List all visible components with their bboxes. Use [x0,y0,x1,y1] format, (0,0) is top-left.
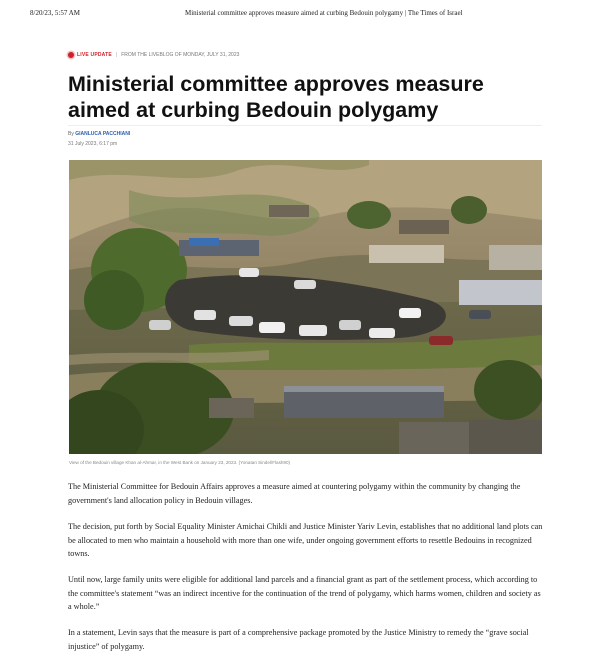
article-photo [69,160,542,454]
print-header [0,9,600,21]
article-headline: Ministerial committee approves measure aimed at curbing Bedouin polygamy [68,72,484,122]
author-link[interactable]: GIANLUCA PACCHIANI [75,131,131,137]
article-paragraph-4: In a statement, Levin says that the measure is part of a comprehensive package promoted by the Justice Ministry to remedy the “grave social injustice” of polygamy. [68,628,529,651]
kicker-separator: | [115,52,118,58]
article-paragraph-2: The decision, put forth by Social Equality Minister Amichai Chikli and Justice Minister Yariv Levin, establishes that no additional land plots can be allocated to men who maintain a household with more than one wife, under ongoing government efforts to resettle Bedouins in recognized towns. [68,522,543,558]
photo-caption: View of the Bedouin village Khan al-Ahmar, in the West Bank on January 23, 2023. (Yonatan Sindel/Flash90) [69,460,291,465]
byline-divider [68,125,542,126]
article-timestamp: 31 July 2023, 6:17 pm [68,141,118,147]
live-dot-icon [68,52,74,58]
live-update-label: LIVE UPDATE [77,52,112,58]
byline [68,131,130,137]
print-page-title: Ministerial committee approves measure aimed at curbing Bedouin polygamy | The Times of Israel [185,9,463,17]
kicker [68,52,239,58]
article-paragraph-3: Until now, large family units were eligible for additional land parcels and a financial grant as part of the settlement process, which according to the committee's statement “was an indirect incentive for the continuation of the trend of polygamy, which harms women, children and society as a whole.” [68,575,541,611]
byline-prefix: By [68,131,74,137]
liveblog-link[interactable]: FROM THE LIVEBLOG OF MONDAY, JULY 31, 2023 [121,52,240,58]
print-date: 8/20/23, 5:57 AM [30,9,80,17]
article-paragraph-1: The Ministerial Committee for Bedouin Affairs approves a measure aimed at countering polygamy within the community by changing the government's land allocation policy in Bedouin villages. [68,482,521,505]
